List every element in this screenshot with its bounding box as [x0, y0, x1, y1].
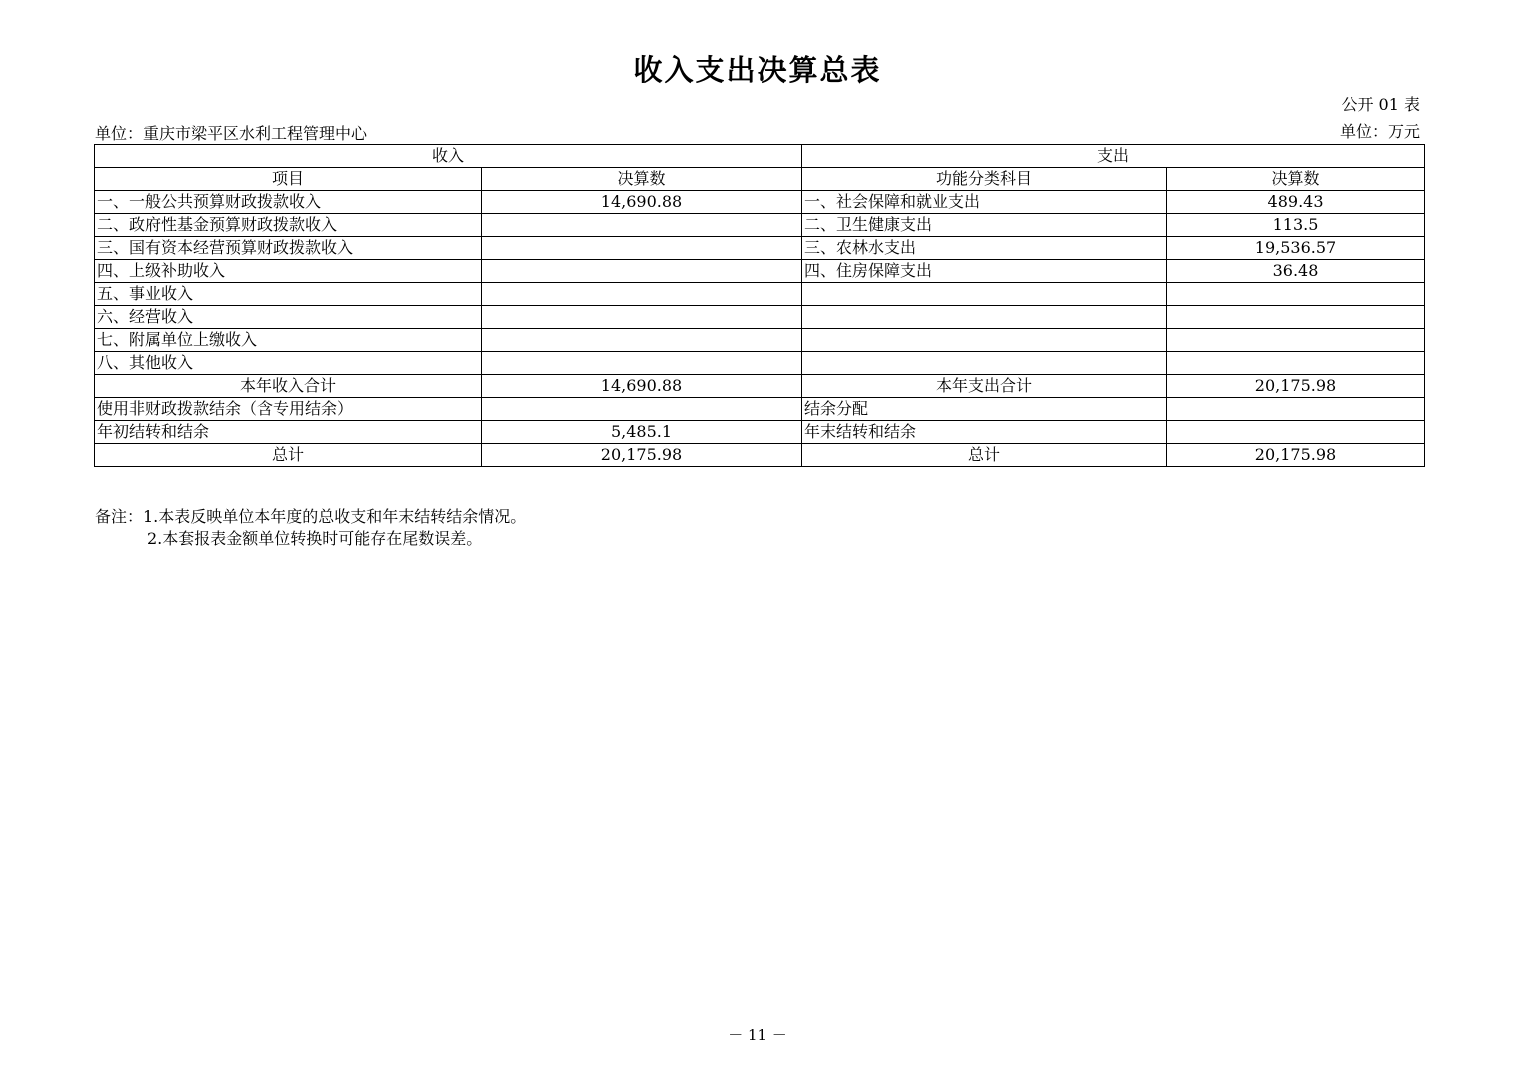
table-row [95, 283, 1425, 306]
income-amount [482, 214, 802, 237]
expense-group-header: 支出 [802, 145, 1425, 168]
form-number: 公开 01 表 [1341, 95, 1420, 114]
table-row [95, 306, 1425, 329]
expense-item: 二、卫生健康支出 [802, 214, 1167, 237]
column-header-expense-amount: 决算数 [1167, 168, 1425, 191]
column-header-item: 项目 [95, 168, 482, 191]
expense-amount [1167, 283, 1425, 306]
expense-item: 年末结转和结余 [802, 421, 1167, 444]
income-subtotal-label: 本年收入合计 [95, 375, 482, 398]
total-row [95, 444, 1425, 467]
expense-amount [1167, 352, 1425, 375]
expense-item: 结余分配 [802, 398, 1167, 421]
expense-item: 一、社会保障和就业支出 [802, 191, 1167, 214]
page-title: 收入支出决算总表 [633, 53, 882, 87]
expense-item: 四、住房保障支出 [802, 260, 1167, 283]
expense-amount [1167, 398, 1425, 421]
income-group-header: 收入 [95, 145, 802, 168]
income-subtotal-amount: 14,690.88 [482, 375, 802, 398]
income-amount [482, 237, 802, 260]
expense-subtotal-amount: 20,175.98 [1167, 375, 1425, 398]
income-item: 八、其他收入 [95, 352, 482, 375]
expense-item [802, 283, 1167, 306]
expense-amount: 19,536.57 [1167, 237, 1425, 260]
income-item: 二、政府性基金预算财政拨款收入 [95, 214, 482, 237]
table-group-header-row [95, 145, 1425, 168]
income-item: 三、国有资本经营预算财政拨款收入 [95, 237, 482, 260]
expense-amount [1167, 329, 1425, 352]
table-row [95, 237, 1425, 260]
income-item: 年初结转和结余 [95, 421, 482, 444]
income-item: 一、一般公共预算财政拨款收入 [95, 191, 482, 214]
table-row [95, 352, 1425, 375]
page-number: － 11 － [728, 1026, 787, 1044]
income-amount [482, 260, 802, 283]
income-amount [482, 306, 802, 329]
income-amount [482, 398, 802, 421]
note-line-2: 2.本套报表金额单位转换时可能存在尾数误差。 [147, 529, 483, 548]
income-total-amount: 20,175.98 [482, 444, 802, 467]
currency-unit: 单位：万元 [1339, 122, 1420, 141]
income-item: 七、附属单位上缴收入 [95, 329, 482, 352]
table-row [95, 191, 1425, 214]
income-total-label: 总计 [95, 444, 482, 467]
income-item: 六、经营收入 [95, 306, 482, 329]
note-line-1: 备注：1.本表反映单位本年度的总收支和年末结转结余情况。 [95, 507, 527, 526]
income-amount: 14,690.88 [482, 191, 802, 214]
income-item: 五、事业收入 [95, 283, 482, 306]
income-amount [482, 283, 802, 306]
income-amount [482, 352, 802, 375]
expense-amount: 113.5 [1167, 214, 1425, 237]
income-expense-table [94, 144, 1425, 467]
table-row [95, 214, 1425, 237]
expense-total-amount: 20,175.98 [1167, 444, 1425, 467]
expense-amount [1167, 306, 1425, 329]
notes [95, 506, 526, 550]
table-column-header-row [95, 168, 1425, 191]
income-item: 使用非财政拨款结余（含专用结余） [95, 398, 482, 421]
table-row [95, 329, 1425, 352]
table-row [95, 398, 1425, 421]
expense-subtotal-label: 本年支出合计 [802, 375, 1167, 398]
expense-total-label: 总计 [802, 444, 1167, 467]
expense-item [802, 329, 1167, 352]
income-item: 四、上级补助收入 [95, 260, 482, 283]
subtotal-row [95, 375, 1425, 398]
table-row [95, 260, 1425, 283]
column-header-income-amount: 决算数 [482, 168, 802, 191]
column-header-function: 功能分类科目 [802, 168, 1167, 191]
income-amount [482, 329, 802, 352]
income-amount: 5,485.1 [482, 421, 802, 444]
expense-amount [1167, 421, 1425, 444]
expense-item [802, 306, 1167, 329]
table-row [95, 421, 1425, 444]
reporting-unit: 单位：重庆市梁平区水利工程管理中心 [95, 124, 368, 143]
expense-amount: 36.48 [1167, 260, 1425, 283]
expense-amount: 489.43 [1167, 191, 1425, 214]
expense-item: 三、农林水支出 [802, 237, 1167, 260]
expense-item [802, 352, 1167, 375]
